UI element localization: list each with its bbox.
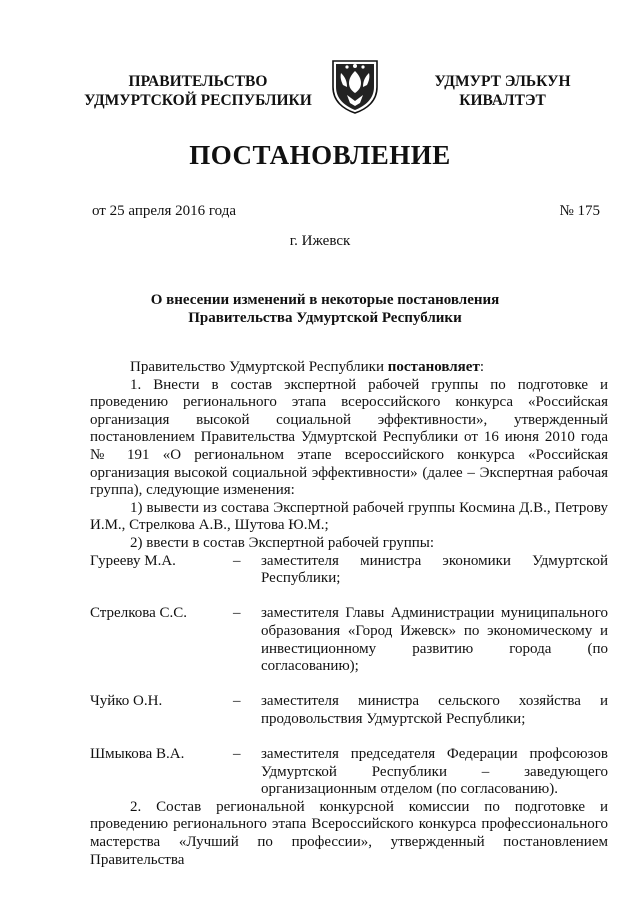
header-left-line-1: ПРАВИТЕЛЬСТВО [128, 73, 268, 90]
header-right [415, 72, 590, 110]
member-row [90, 693, 608, 728]
document-date: от 25 апреля 2016 года [92, 203, 237, 219]
member-description: заместителя Главы Администрации муниципального образования «Город Ижевск» по экономическому и инвестиционному развитию города (по согласованию); [261, 605, 608, 675]
member-description: заместителя министра экономики Удмуртской Республики; [261, 552, 608, 587]
member-dash: – [233, 693, 241, 710]
header-left [74, 72, 322, 110]
member-dash: – [233, 552, 241, 569]
header-right-line-1: УДМУРТ ЭЛЬКУН [434, 73, 571, 90]
member-dash: – [233, 605, 241, 622]
paragraph-1: 1. Внести в состав экспертной рабочей группы по подготовке и проведению регионального этапа всероссийского конкурса «Российская организация высокой социальной эффективности», утвержденный постановлением Правительства Удмуртской Республики от 16 июня 2010 года № 191 «О региональном этапе всероссийского конкурса «Российская организация высокой социальной эффективности» (далее – Экспертная рабочая группа), следующие изменения: [90, 376, 608, 499]
subject-line-2: Правительства Удмуртской Республики [188, 310, 462, 326]
paragraph-1-2: 2) ввести в состав Экспертной рабочей группы: [130, 534, 435, 551]
member-row [90, 746, 608, 799]
header-left-line-2: УДМУРТСКОЙ РЕСПУБЛИКИ [84, 92, 312, 109]
paragraph-1-1: 1) вывести из состава Экспертной рабочей группы Космина Д.В., Петрову И.М., Стрелкова А.В., Шутова Ю.М.; [90, 499, 608, 534]
member-name: Шмыкова В.А. [90, 746, 185, 763]
lead-paragraph [90, 359, 608, 377]
member-name: Чуйко О.Н. [90, 693, 163, 710]
members-list [90, 553, 608, 799]
member-name: Стрелкова С.С. [90, 605, 188, 622]
lead-end: : [479, 359, 484, 375]
lead-text: Правительство Удмуртской Республики [130, 359, 388, 375]
member-row [90, 553, 608, 588]
member-description: заместителя министра сельского хозяйства и продовольствия Удмуртской Республики; [261, 693, 608, 727]
paragraph-2: 2. Состав региональной конкурсной комиссии по подготовке и проведению регионального этапа Всероссийского конкурса профессионального мастерства «Лучший по профессии», утвержденный постановлением Правительства [90, 798, 608, 868]
member-description: заместителя председателя Федерации профсоюзов Удмуртской Республики – заведующего организационным отделом (по согласованию). [261, 746, 608, 798]
subject-line-1: О внесении изменений в некоторые постановления [150, 292, 500, 308]
member-dash: – [233, 746, 241, 763]
document-subject [110, 291, 540, 327]
document-body [90, 359, 608, 869]
udmurt-coat-of-arms-icon [327, 57, 383, 115]
member-row [90, 605, 608, 675]
document-title: ПОСТАНОВЛЕНИЕ [189, 140, 451, 170]
document-city: г. Ижевск [289, 233, 351, 249]
header-right-line-2: КИВАЛТЭТ [459, 92, 546, 109]
document-number: № 175 [559, 203, 600, 219]
lead-bold: постановляет [387, 359, 480, 375]
member-name: Гурееву М.А. [90, 552, 176, 569]
